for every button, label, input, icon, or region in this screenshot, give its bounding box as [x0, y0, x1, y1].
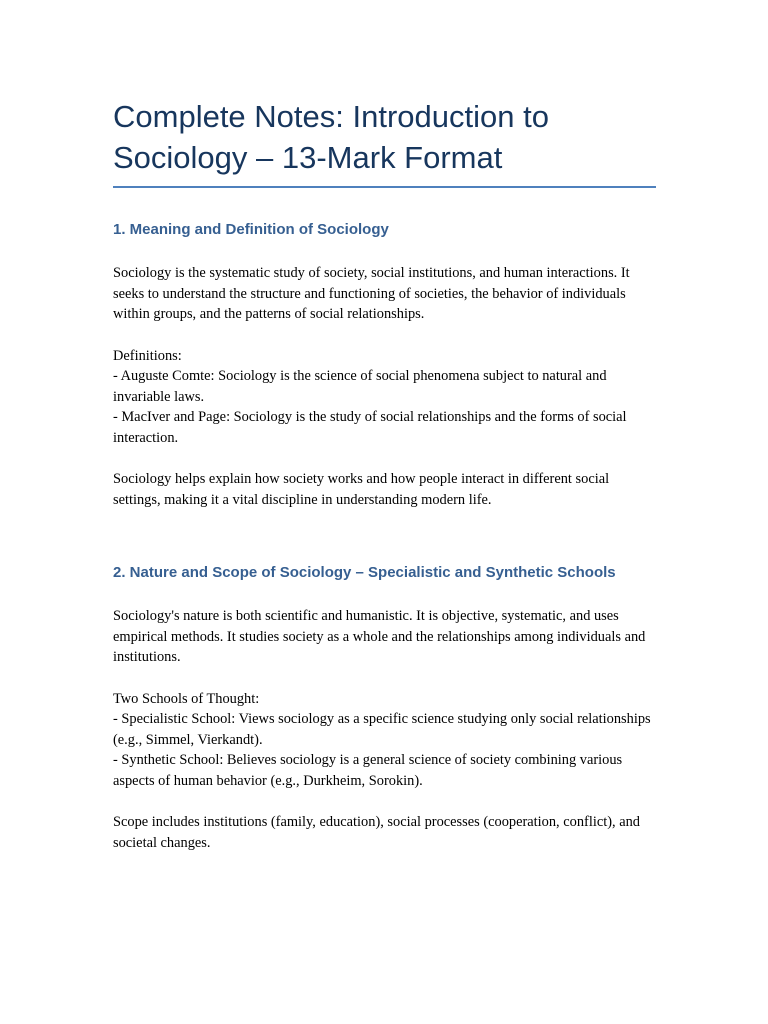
section-heading: 1. Meaning and Definition of Sociology	[113, 221, 389, 238]
section-intro-paragraph: Sociology is the systematic study of society, social institutions, and human interactions. It seeks to understand the structure and functioning of societies, the behavior of individuals within groups, and the patterns of social relationships.	[113, 265, 630, 322]
list-item: - Specialistic School: Views sociology as a specific science studying only social relationships (e.g., Simmel, Vierkandt).	[113, 711, 651, 748]
list-label: Two Schools of Thought:	[113, 690, 260, 707]
list-item: - MacIver and Page: Sociology is the study of social relationships and the forms of social interaction.	[113, 409, 627, 446]
section-closing-paragraph: Sociology helps explain how society works and how people interact in different social settings, making it a vital discipline in understanding modern life.	[113, 471, 610, 508]
section-meaning-definition	[113, 220, 656, 510]
definitions-block	[113, 346, 656, 449]
section-closing-paragraph: Scope includes institutions (family, education), social processes (cooperation, conflict), and societal changes.	[113, 814, 640, 851]
list-item: - Synthetic School: Believes sociology is a general science of society combining various aspects of human behavior (e.g., Durkheim, Sorokin).	[113, 752, 623, 789]
section-nature-scope	[113, 563, 656, 853]
section-heading: 2. Nature and Scope of Sociology – Specialistic and Synthetic Schools	[113, 564, 616, 581]
document-page	[113, 96, 656, 853]
schools-block	[113, 689, 656, 792]
document-title: Complete Notes: Introduction to Sociology – 13-Mark Format	[113, 96, 656, 188]
list-item: - Auguste Comte: Sociology is the science of social phenomena subject to natural and invariable laws.	[113, 368, 607, 405]
section-intro-paragraph: Sociology's nature is both scientific and humanistic. It is objective, systematic, and uses empirical methods. It studies society as a whole and the relationships among individuals and institutions.	[113, 608, 646, 665]
list-label: Definitions:	[113, 347, 182, 364]
